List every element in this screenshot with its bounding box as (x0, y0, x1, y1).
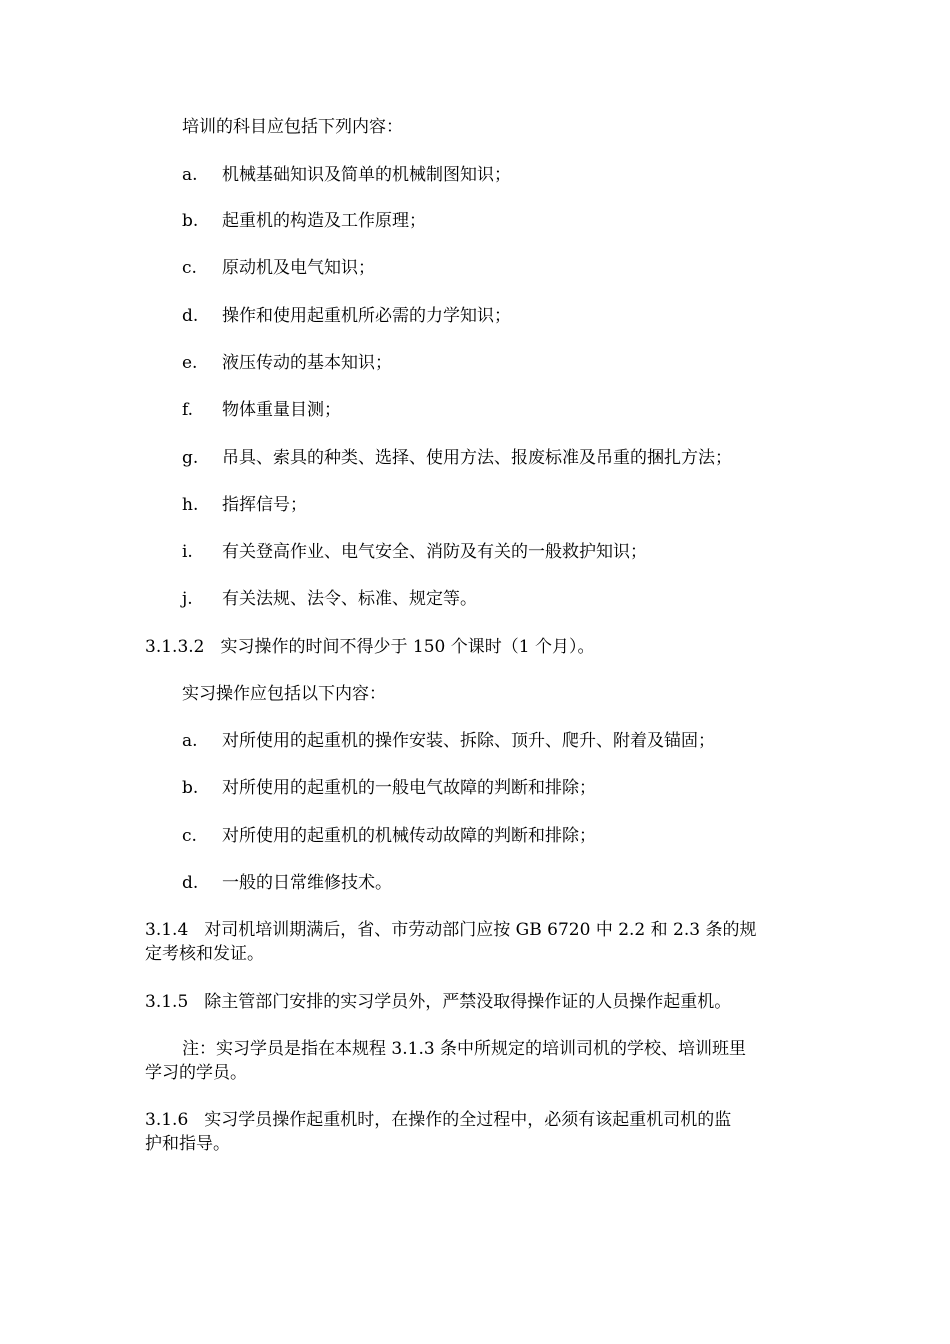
clause-line: 定考核和发证。 (145, 944, 264, 964)
item-text: 对所使用的起重机的机械传动故障的判断和排除； (222, 826, 596, 846)
clause-number: 3.1.3.2 (145, 637, 205, 657)
item-text: 物体重量目测； (222, 400, 341, 420)
item-marker: a. (182, 165, 198, 185)
clause-number: 3.1.5 (145, 992, 189, 1012)
list-item (182, 776, 596, 800)
clause-line (145, 1108, 731, 1132)
list-item (182, 540, 647, 564)
item-marker: h. (182, 495, 199, 515)
clause-number: 3.1.6 (145, 1110, 189, 1130)
note-line: 注：实习学员是指在本规程 3.1.3 条中所规定的培训司机的学校、培训班里 (182, 1039, 747, 1059)
item-text: 操作和使用起重机所必需的力学知识； (222, 306, 511, 326)
item-marker: e. (182, 353, 198, 373)
item-text: 原动机及电气知识； (222, 258, 375, 278)
clause-text: 除主管部门安排的实习学员外，严禁没取得操作证的人员操作起重机。 (204, 992, 732, 1012)
item-marker: a. (182, 731, 198, 751)
item-text: 对所使用的起重机的操作安装、拆除、顶升、爬升、附着及锚固； (222, 731, 715, 751)
item-text: 机械基础知识及简单的机械制图知识； (222, 165, 511, 185)
clause-line: 护和指导。 (145, 1134, 230, 1154)
clause-text: 对司机培训期满后，省、市劳动部门应按 GB 6720 中 2.2 和 2.3 条的规 (204, 920, 757, 940)
list-item (182, 209, 426, 233)
item-marker: b. (182, 211, 199, 231)
item-text: 有关法规、法令、标准、规定等。 (222, 589, 477, 609)
item-marker: c. (182, 258, 197, 278)
item-marker: j. (182, 589, 193, 609)
clause-text: 实习学员操作起重机时，在操作的全过程中，必须有该起重机司机的监 (204, 1110, 732, 1130)
list-item (182, 729, 715, 753)
list-item (182, 587, 477, 611)
item-marker: d. (182, 873, 199, 893)
item-marker: i. (182, 542, 193, 562)
list-item (182, 398, 341, 422)
clause-3-1-3-2 (145, 635, 594, 659)
list-item (182, 304, 511, 328)
list-item (182, 871, 392, 895)
item-text: 指挥信号； (222, 495, 307, 515)
clause-3-1-5 (145, 990, 731, 1014)
item-marker: d. (182, 306, 199, 326)
item-marker: f. (182, 400, 194, 420)
list-item (182, 446, 732, 470)
item-marker: b. (182, 778, 199, 798)
item-marker: g. (182, 448, 199, 468)
list-item (182, 493, 307, 517)
item-text: 起重机的构造及工作原理； (222, 211, 426, 231)
clause-line (145, 918, 757, 942)
clause-text: 实习操作的时间不得少于 150 个课时（1 个月）。 (220, 637, 595, 657)
clause-number: 3.1.4 (145, 920, 189, 940)
list-item (182, 351, 392, 375)
training-intro: 培训的科目应包括下列内容： (182, 117, 403, 137)
list-item (182, 163, 511, 187)
note-line: 学习的学员。 (145, 1063, 247, 1083)
item-text: 一般的日常维修技术。 (222, 873, 392, 893)
item-text: 吊具、索具的种类、选择、使用方法、报废标准及吊重的捆扎方法； (222, 448, 732, 468)
item-marker: c. (182, 826, 197, 846)
list-item (182, 824, 596, 848)
item-text: 有关登高作业、电气安全、消防及有关的一般救护知识； (222, 542, 647, 562)
list-item (182, 256, 375, 280)
item-text: 对所使用的起重机的一般电气故障的判断和排除； (222, 778, 596, 798)
item-text: 液压传动的基本知识； (222, 353, 392, 373)
practice-intro: 实习操作应包括以下内容： (182, 684, 386, 704)
